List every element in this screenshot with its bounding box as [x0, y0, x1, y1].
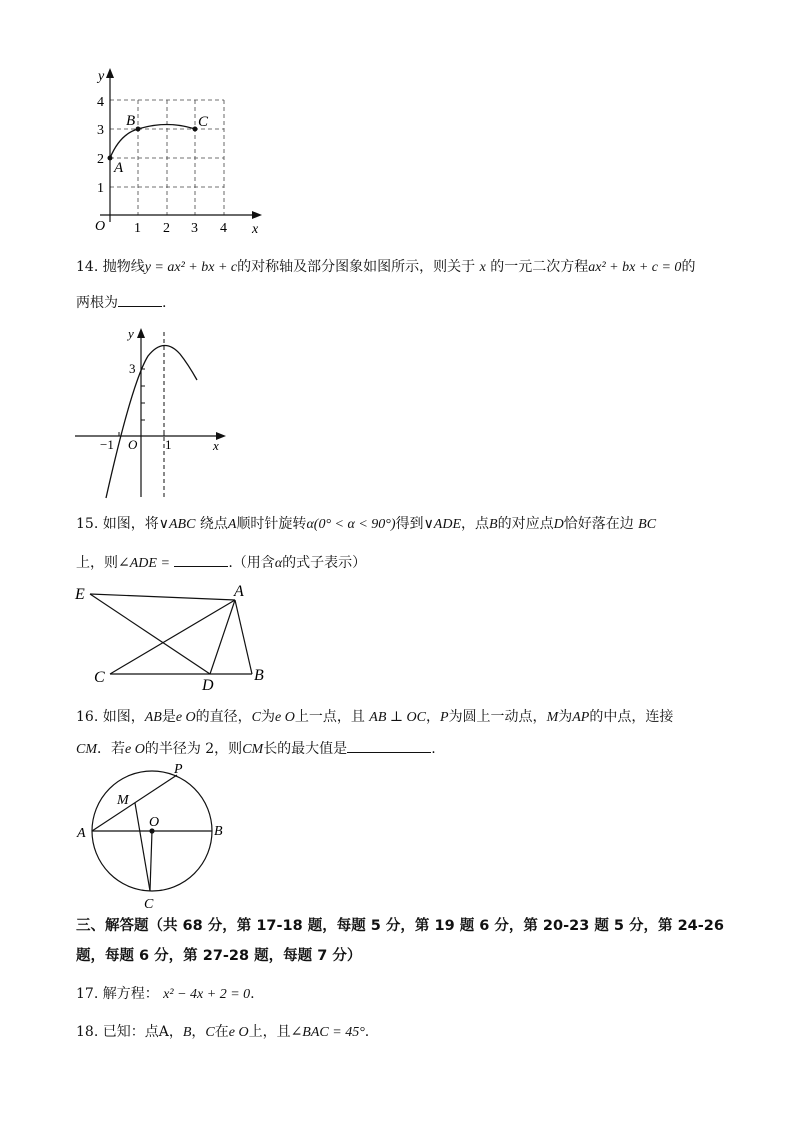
q17-equation: x² − 4x + 2 = 0: [163, 987, 251, 1002]
circle-figure: [72, 758, 232, 910]
point-p-label: P: [174, 762, 183, 777]
y-tick-4: 4: [97, 95, 104, 110]
y-tick-3: 3: [129, 361, 136, 376]
x-axis-label: x: [213, 438, 219, 453]
x-tick-3: 3: [191, 221, 198, 236]
q14-equation-1: y = ax² + bx + c: [144, 260, 238, 275]
question-18: 18. 已知：点A，B，C在e O上，且∠BAC = 45°.: [76, 1024, 370, 1040]
x-tick-1: 1: [134, 221, 141, 236]
q16-answer-blank[interactable]: [347, 738, 431, 753]
grid-parabola-figure: [80, 62, 280, 237]
point-a-label: A: [234, 583, 244, 600]
point-e-label: E: [75, 586, 85, 603]
x-tick-minus-1: −1: [100, 437, 114, 452]
x-tick-4: 4: [220, 221, 227, 236]
point-b-label: B: [214, 824, 223, 839]
y-axis-label: y: [98, 69, 105, 84]
origin-label: O: [95, 219, 106, 234]
point-c-label: C: [94, 669, 105, 686]
q14-number: 14.: [76, 259, 99, 275]
section-3-heading-line1: 三、解答题（共 68 分，第 17-18 题，每题 5 分，第 19 题 6 分，第 20-23 题 5 分，第 24-26: [76, 918, 724, 934]
point-c-label: C: [198, 114, 209, 130]
y-axis-label: y: [128, 326, 134, 341]
question-16-line1: 16. 如图，AB是e O的直径，C为e O上一点，且 AB ⊥ OC，P为圆上一动点，M为AP的中点，连接: [76, 709, 674, 725]
q15-answer-blank[interactable]: [174, 552, 228, 567]
question-14-line2: 两根为 .: [76, 292, 166, 313]
question-15-line1: 15. 如图，将∨ABC 绕点A顺时针旋转α(0° < α < 90°)得到∨ADE，点B的对应点D恰好落在边 BC: [76, 516, 657, 532]
point-a-label: A: [114, 160, 124, 176]
point-b-label: B: [254, 667, 264, 684]
point-o-label: O: [149, 815, 160, 830]
y-tick-1: 1: [97, 181, 104, 196]
point-c-label: C: [144, 897, 154, 910]
x-tick-2: 2: [163, 221, 170, 236]
question-15-line2: 上，则∠ADE = .（用含α的式子表示）: [76, 552, 366, 574]
section-3-heading-line2: 题，每题 6 分，第 27-28 题，每题 7 分）: [76, 948, 362, 964]
point-b-label: B: [126, 113, 136, 129]
question-14-line1: 14. 抛物线y = ax² + bx + c的对称轴及部分图象如图所示，则关于 x 的一元二次方程ax² + bx + c = 0的: [76, 259, 696, 275]
y-tick-2: 2: [97, 152, 104, 167]
rotation-triangle-figure: [70, 580, 280, 692]
origin-label: O: [128, 437, 138, 452]
point-a-label: A: [77, 826, 86, 841]
y-tick-3: 3: [97, 123, 104, 138]
parabola-axis-figure: [70, 322, 240, 500]
point-d-label: D: [202, 677, 214, 692]
q14-answer-blank[interactable]: [118, 292, 162, 307]
question-17: 17. 解方程： x² − 4x + 2 = 0.: [76, 986, 255, 1002]
point-m-label: M: [117, 793, 129, 808]
q14-equation-2: ax² + bx + c = 0: [588, 260, 682, 275]
x-axis-label: x: [252, 222, 259, 237]
x-tick-1: 1: [165, 437, 172, 452]
question-16-line2: CM．若e O的半径为 2，则CM长的最大值是 .: [76, 738, 436, 760]
